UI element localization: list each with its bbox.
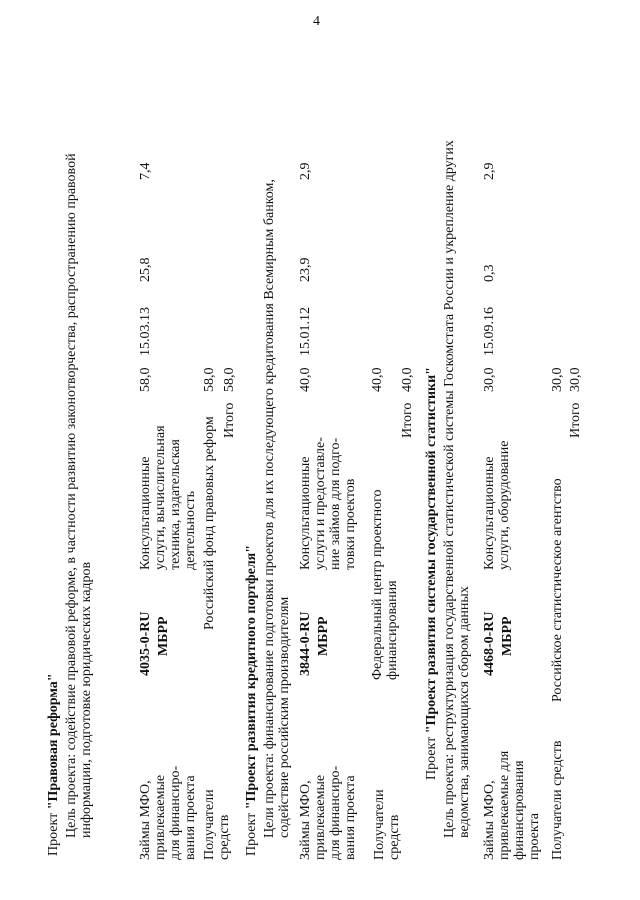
project-title: "Правовая реформа"	[46, 673, 61, 810]
total-amount: 40,0	[400, 367, 415, 392]
loan-purpose: Консультационные услуги, оборудование	[482, 440, 512, 570]
loan-balance: 2,9	[482, 162, 497, 180]
loan-bank: МБРР	[316, 616, 331, 656]
loan-total: 0,3	[482, 264, 497, 282]
project-header-prefix: Проект	[46, 812, 61, 856]
recipient-amount: 58,0	[202, 367, 217, 392]
project-title: "Проект развития кредитного портфеля"	[244, 544, 259, 810]
recipients-label: Получатели средств	[202, 789, 232, 860]
project-goals: Цель проекта: реструктуризация государственной статистической системы Госкомстата России и укрепление других ведомства, занимающихся сбором данных	[442, 140, 472, 838]
loan-balance: 7,4	[138, 162, 153, 180]
loan-purpose: Консультационные услуги и предоставле- ние займов для подго- товки проектов	[298, 437, 358, 570]
loan-code: 4035-0-RU	[138, 611, 153, 676]
recipient-name: Федеральный центр проектного финансирования	[370, 489, 400, 680]
loan-date: 15.09.16	[482, 307, 497, 356]
total-label: Итого	[222, 402, 237, 438]
total-amount: 58,0	[222, 367, 237, 392]
recipients-label: Получатели средств	[372, 789, 402, 860]
loans-label: Займы МФО, привлекаемые для финансиро- вания проекта	[298, 765, 358, 860]
loan-amount: 40,0	[298, 367, 313, 392]
loan-purpose: Консультационные услуги, вычислительная техника, издательская деятельность	[138, 425, 198, 570]
rotated-document-body	[40, 40, 600, 860]
recipient-name: Российское статистическое агентство	[550, 478, 565, 702]
recipients-label: Получатели средств	[550, 740, 565, 860]
recipient-name: Российский фонд правовых реформ	[202, 416, 217, 630]
recipient-amount: 30,0	[550, 367, 565, 392]
project-header	[424, 367, 439, 780]
project-header	[46, 673, 61, 856]
loans-label: Займы МФО, привлекаемые для финансиро- вания проекта	[138, 765, 198, 860]
loan-bank: МБРР	[156, 616, 171, 656]
loan-total: 25,8	[138, 257, 153, 282]
loan-amount: 30,0	[482, 367, 497, 392]
project-header-prefix: Проект	[424, 736, 439, 780]
loan-date: 15.01.12	[298, 307, 313, 356]
loan-code: 4468-0-RU	[482, 611, 497, 676]
loan-total: 23,9	[298, 257, 313, 282]
loan-bank: МБРР	[500, 616, 515, 656]
total-amount: 30,0	[568, 367, 583, 392]
project-header-prefix: Проект	[244, 812, 259, 856]
loan-amount: 58,0	[138, 367, 153, 392]
page-number: 4	[313, 14, 320, 29]
recipient-amount: 40,0	[370, 367, 385, 392]
loan-balance: 2,9	[298, 162, 313, 180]
loan-date: 15.03.13	[138, 307, 153, 356]
loans-label: Займы МФО, привлекаемые для финансирования проекта	[482, 750, 542, 860]
project-header	[244, 545, 259, 856]
total-label: Итого	[568, 402, 583, 438]
loan-code: 3844-0-RU	[298, 611, 313, 676]
project-goals: Цель проекта: содействие правовой реформе, в частности развитию законотворчества, распространению правовой информации, подготовке юридических кадров	[64, 153, 94, 838]
project-goals: Цели проекта: финансирование подготовки проектов для их последующего кредитования Всемирным банком, содействие российским производителям	[262, 179, 292, 838]
total-label: Итого	[400, 402, 415, 438]
project-title: "Проект развития системы государственной статистики"	[424, 367, 439, 734]
